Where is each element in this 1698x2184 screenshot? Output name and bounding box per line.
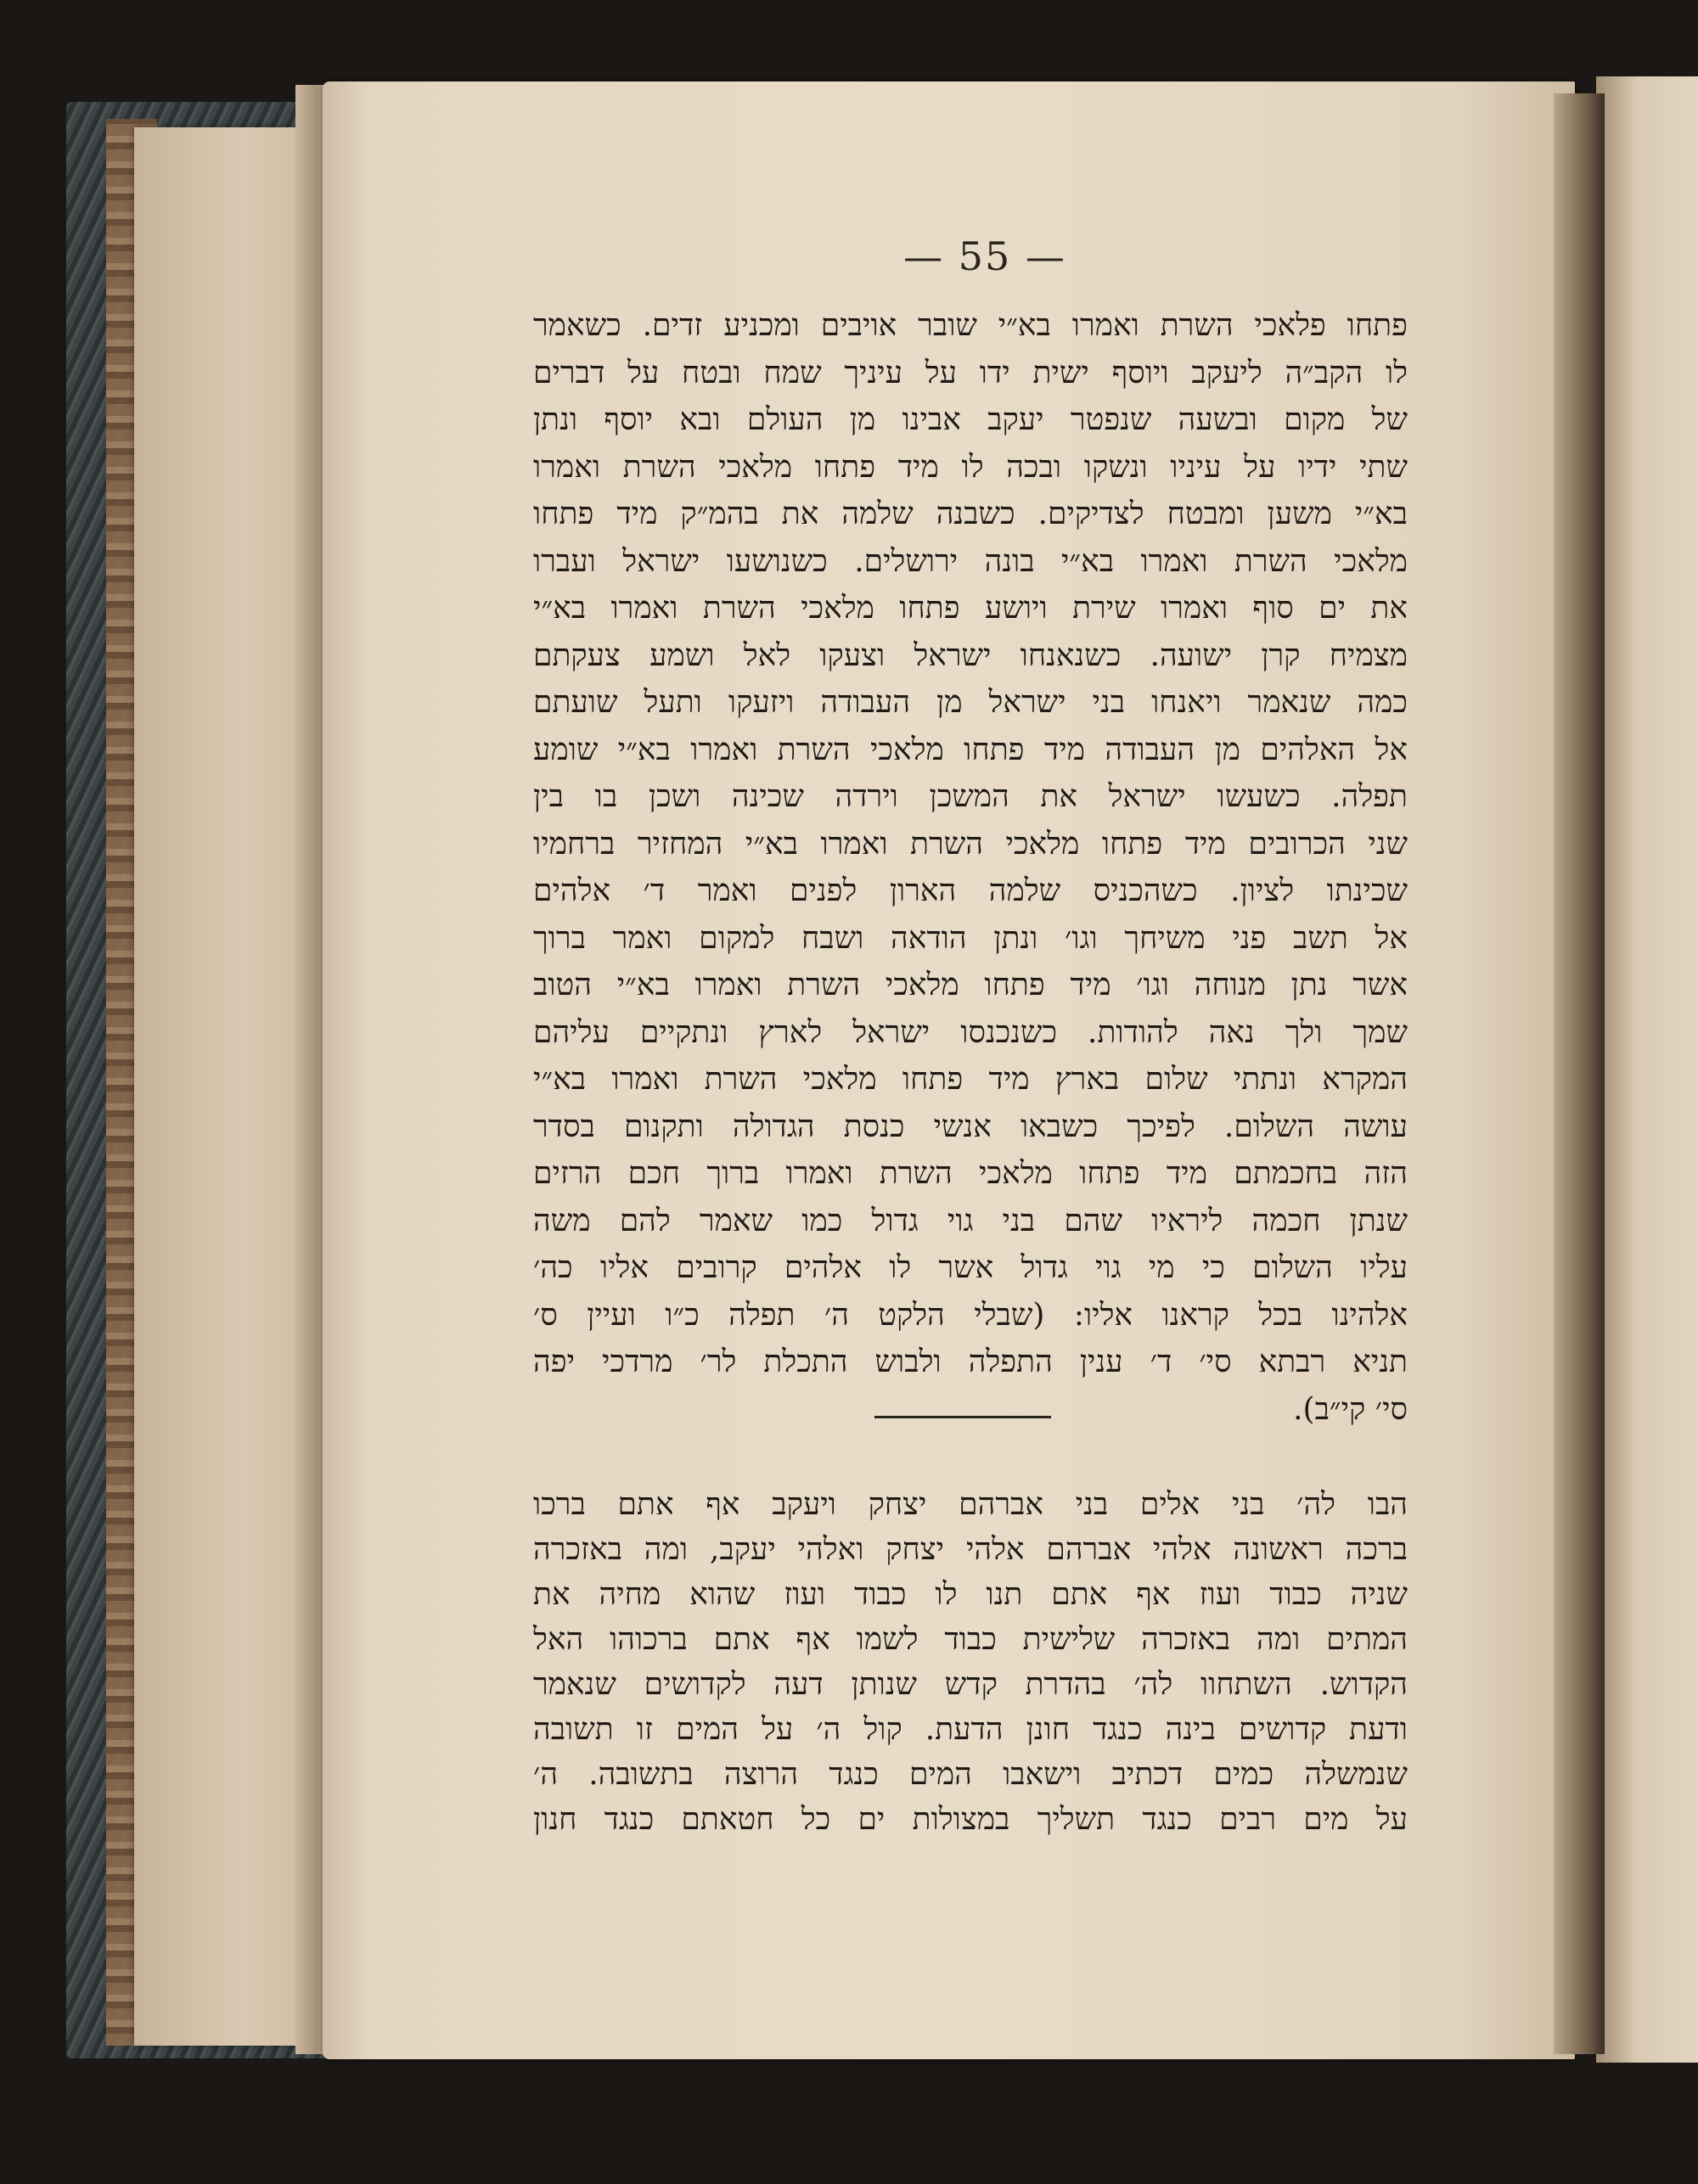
text-line: אל תשב פני משיחך וגו׳ ונתן הודאה ושבח למקום ואמר ברוך bbox=[533, 920, 1408, 956]
text-line: סי׳ קי״ב). bbox=[1293, 1391, 1408, 1427]
text-line: אל האלהים מן העבודה מיד פתחו מלאכי השרת ואמרו בא״י שומע bbox=[533, 732, 1408, 767]
text-line: שניה כבוד ועוז אף אתם תנו לו כבוד ועוז שהוא מחיה את bbox=[533, 1577, 1408, 1612]
text-line: שתי ידיו על עיניו ונשקו ובכה לו מיד פתחו מלאכי השרת ואמרו bbox=[533, 449, 1408, 485]
text-line: תפלה. כשעשו ישראל את המשכן וירדה שכינה ושכן בו בין bbox=[533, 779, 1408, 814]
text-line: המתים ומה באזכרה שלישית כבוד לשמו אף אתם ברכוהו האל bbox=[533, 1622, 1408, 1657]
lower-paragraph bbox=[533, 1482, 1408, 1842]
text-line: אלהינו בכל קראנו אליו: (שבלי הלקט ה׳ תפלה כ״ו ועיין ס׳ bbox=[533, 1297, 1408, 1333]
text-line: עליו השלום כי מי גוי גדול אשר לו אלהים קרובים אליו כה׳ bbox=[533, 1250, 1408, 1285]
text-line: עושה השלום. לפיכך כשבאו אנשי כנסת הגדולה ותקנום בסדר bbox=[533, 1109, 1408, 1144]
text-line: תניא רבתא סי׳ ד׳ ענין התפלה ולבוש התכלת לר׳ מרדכי יפה bbox=[533, 1345, 1408, 1379]
text-line: של מקום ובשעה שנפטר יעקב אבינו מן העולם ובא יוסף ונתן bbox=[533, 402, 1408, 437]
text-line: שני הכרובים מיד פתחו מלאכי השרת ואמרו בא״י המחזיר ברחמיו bbox=[533, 826, 1408, 862]
text-line: שנתן חכמה ליראיו שהם בני גוי גדול כמו שאמר להם משה bbox=[533, 1203, 1408, 1238]
text-line: המקרא ונתתי שלום בארץ מיד פתחו מלאכי השרת ואמרו בא״י bbox=[533, 1062, 1408, 1097]
text-line: מלאכי השרת ואמרו בא״י בונה ירושלים. כשנושעו ישראל ועברו bbox=[533, 543, 1408, 579]
text-line: כמה שנאמר ויאנחו בני ישראל מן העבודה ויזעקו ותעל שועתם bbox=[533, 685, 1408, 720]
next-page-edge bbox=[1596, 76, 1698, 2063]
text-line: בא״י משען ומבטח לצדיקים. כשבנה שלמה את בהמ״ק מיד פתחו bbox=[533, 497, 1408, 531]
text-line: את ים סוף ואמרו שירת ויושע פתחו מלאכי השרת ואמרו בא״י bbox=[533, 591, 1408, 626]
text-line: מצמיח קרן ישועה. כשנאנחו ישראל וצעקו לאל ושמע צעקתם bbox=[533, 637, 1408, 673]
text-line: הזה בחכמתם מיד פתחו מלאכי השרת ואמרו ברוך חכם הרזים bbox=[533, 1156, 1408, 1191]
text-line: שכינתו לציון. כשהכניס שלמה הארון לפנים ואמר ד׳ אלהים bbox=[533, 873, 1408, 908]
text-line: הבו לה׳ בני אלים בני אברהם יצחק ויעקב אף אתם ברכו bbox=[533, 1487, 1408, 1522]
text-line: שנמשלה כמים דכתיב וישאבו המים כנגד הרוצה בתשובה. ה׳ bbox=[533, 1757, 1408, 1792]
section-separator bbox=[874, 1416, 1051, 1418]
upper-paragraph bbox=[533, 302, 1408, 1433]
page-gutter-shadow bbox=[1554, 93, 1605, 2054]
text-line: ברכה ראשונה אלהי אברהם אלהי יצחק ואלהי יעקב, ומה באזכרה bbox=[533, 1532, 1408, 1567]
text-line: הקדוש. השתחוו לה׳ בהדרת קדש שנותן דעה לקדושים שנאמר bbox=[533, 1667, 1408, 1702]
text-line: שמך ולך נאה להודות. כשנכנסו ישראל לארץ ונתקיים עליהם bbox=[533, 1014, 1408, 1050]
text-line: פתחו פלאכי השרת ואמרו בא״י שובר אויבים ומכניע זדים. כשאמר bbox=[533, 308, 1408, 343]
left-page-leaves bbox=[134, 127, 317, 2046]
page-number: — 55 — bbox=[903, 233, 1066, 279]
text-line: על מים רבים כנגד תשליך במצולות ים כל חטאתם כנגד חנון bbox=[533, 1802, 1408, 1837]
text-line: לו הקב״ה ליעקב ויוסף ישית ידו על עיניך שמח ובטח על דברים bbox=[533, 355, 1408, 390]
text-line: אשר נתן מנוחה וגו׳ מיד פתחו מלאכי השרת ואמרו בא״י הטוב bbox=[533, 968, 1408, 1002]
text-line: ודעת קדושים בינה כנגד חונן הדעת. קול ה׳ על המים זו תשובה bbox=[533, 1712, 1408, 1747]
